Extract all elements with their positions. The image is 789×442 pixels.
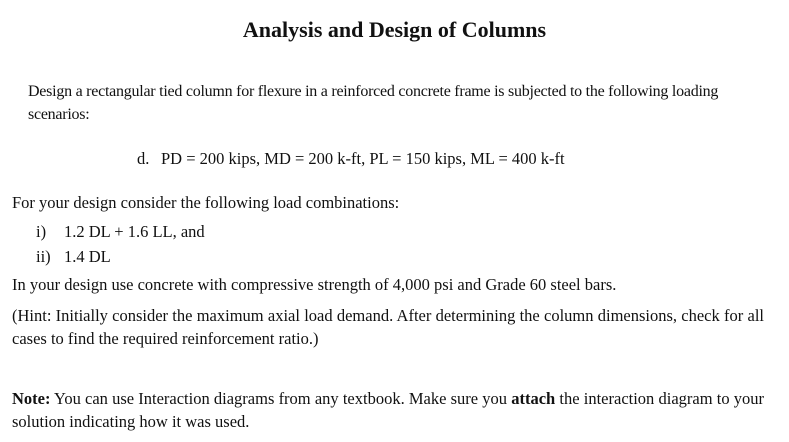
note-label: Note: [12,389,51,408]
hint-paragraph: (Hint: Initially consider the maximum axial load demand. After determining the column dimensions, check for all cases to find the required reinforcement ratio.) [12,306,764,348]
note-text-2: the interaction diagram to your solution indicating how it was used. [12,389,764,431]
combination-item-1 [36,221,205,243]
combination-text: 1.4 DL [64,247,111,266]
scenario-text: PD = 200 kips, MD = 200 k-ft, PL = 150 kips, ML = 400 k-ft [161,149,565,168]
combination-marker: ii) [36,247,51,266]
combination-marker: i) [36,222,47,241]
note-emphasis: attach [511,389,556,408]
note-text-1: You can use Interaction diagrams from any textbook. Make sure you [50,389,512,408]
document-title: Analysis and Design of Columns [242,17,547,42]
materials-statement: In your design use concrete with compressive strength of 4,000 psi and Grade 60 steel bars. [12,275,617,294]
problem-statement: Design a rectangular tied column for flexure in a reinforced concrete frame is subjected to the following loading scenarios: [28,83,719,123]
scenario-marker: d. [137,149,150,168]
combinations-lead: For your design consider the following load combinations: [12,193,400,212]
note-paragraph [12,387,764,433]
combination-text: 1.2 DL + 1.6 LL, and [64,222,205,241]
combination-item-2 [36,246,111,268]
loading-scenario [137,148,565,170]
